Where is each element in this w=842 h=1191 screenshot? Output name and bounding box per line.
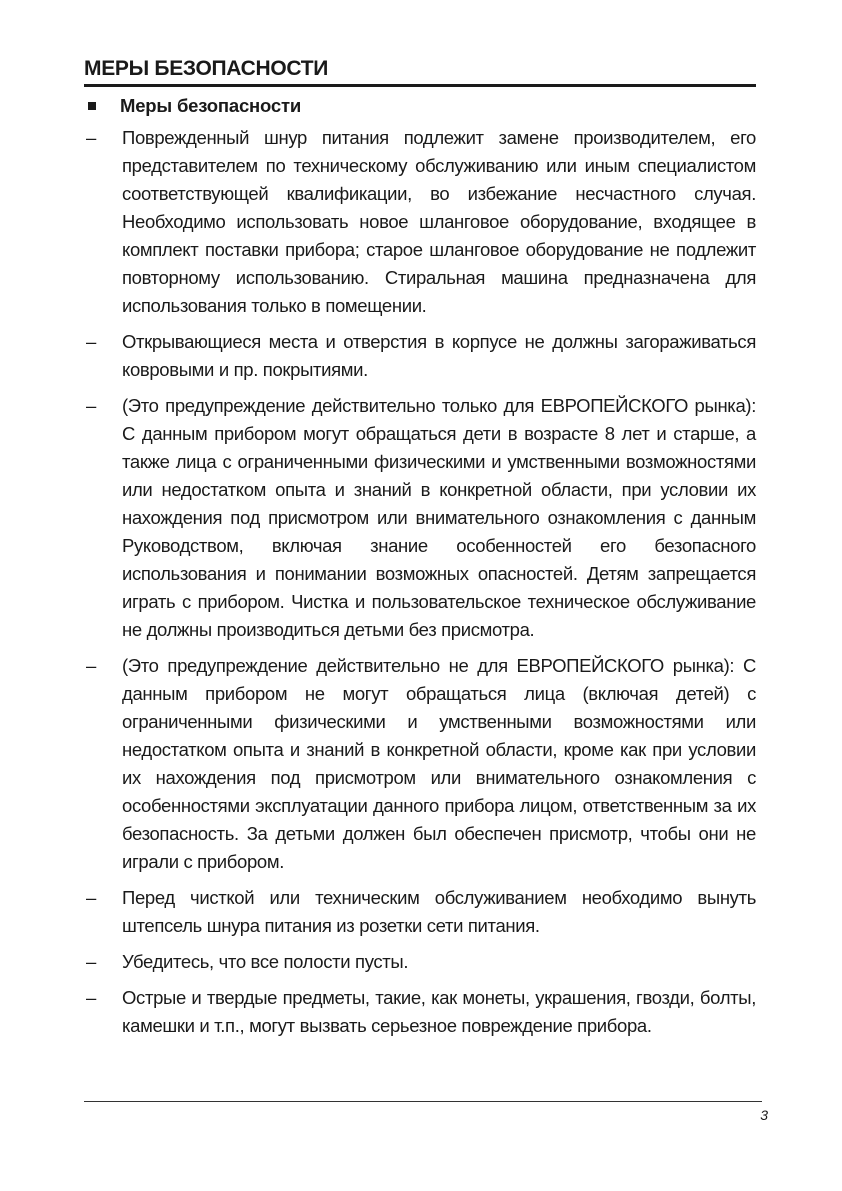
list-item: [84, 124, 756, 320]
dash-marker: –: [86, 127, 97, 148]
list-item: [84, 948, 756, 976]
footer-divider: [84, 1101, 762, 1102]
list-item: [84, 652, 756, 876]
list-item-text: (Это предупреждение действительно только для ЕВРОПЕЙСКОГО рынка): С данным прибором могут обращаться дети в возрасте 8 лет и старше, а также лица с ограниченными физическими и умственными возможностями или недостатком опыта и знаний в конкретной области, при условии их нахождения под присмотром или внимательного ознакомления с данным Руководством, включая знание особенностей его безопасного использования и понимании возможных опасностей. Детям запрещается играть с прибором. Чистка и пользовательское техническое обслуживание не должны производиться детьми без присмотра.: [122, 395, 756, 640]
list-item: [84, 328, 756, 384]
dash-marker: –: [86, 395, 97, 416]
dash-marker: –: [86, 951, 97, 972]
dash-marker: –: [86, 987, 97, 1008]
list-item-text: Острые и твердые предметы, такие, как монеты, украшения, гвозди, болты, камешки и т.п., могут вызвать серьезное повреждение прибора.: [122, 987, 756, 1036]
safety-section: [84, 94, 756, 1048]
list-item-text: Поврежденный шнур питания подлежит замене производителем, его представителем по техническому обслуживанию или иным специалистом соответствующей квалификации, во избежание несчастного случая. Необходимо использовать новое шланговое оборудование, входящее в комплект поставки прибора; старое шланговое оборудование не подлежит повторному использованию. Стиральная машина предназначена для использования только в помещении.: [122, 127, 756, 316]
list-item: [84, 984, 756, 1040]
dash-marker: –: [86, 655, 97, 676]
section-heading: [84, 94, 756, 118]
page-title: МЕРЫ БЕЗОПАСНОСТИ: [84, 56, 756, 87]
dash-marker: –: [86, 887, 97, 908]
list-item-text: (Это предупреждение действительно не для ЕВРОПЕЙСКОГО рынка): С данным прибором не могут обращаться лица (включая детей) с ограниченными физическими и умственными возможностями или недостатком опыта и знаний в конкретной области, кроме как при условии их нахождения под присмотром или внимательного ознакомления с особенностями эксплуатации данного прибора лицом, ответственным за их безопасность. За детьми должен был обеспечен присмотр, чтобы они не играли с прибором.: [122, 655, 756, 872]
dash-marker: –: [86, 331, 97, 352]
list-item-text: Открывающиеся места и отверстия в корпусе не должны загораживаться ковровыми и пр. покрытиями.: [122, 331, 756, 380]
square-bullet-icon: [88, 102, 96, 110]
page-number: 3: [760, 1107, 768, 1123]
list-item: [84, 392, 756, 644]
list-item-text: Убедитесь, что все полости пусты.: [122, 951, 409, 972]
safety-list: [84, 124, 756, 1040]
list-item-text: Перед чисткой или техническим обслуживанием необходимо вынуть штепсель шнура питания из розетки сети питания.: [122, 887, 756, 936]
section-heading-text: Меры безопасности: [120, 95, 301, 116]
list-item: [84, 884, 756, 940]
page-header: [84, 56, 756, 87]
